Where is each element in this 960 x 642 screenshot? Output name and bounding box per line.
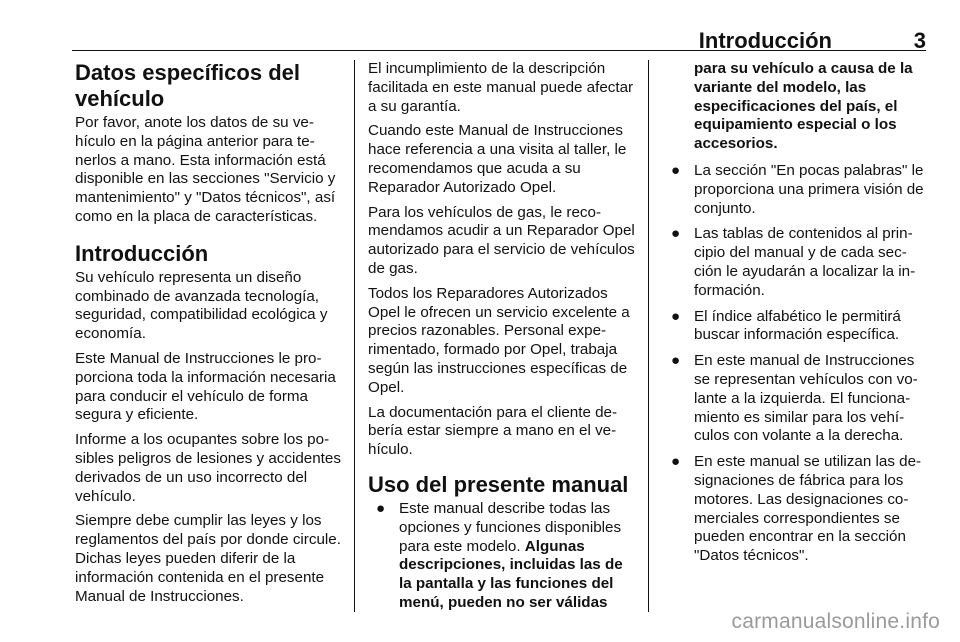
list-item bbox=[663, 225, 929, 300]
list-item bbox=[663, 453, 929, 566]
column-1 bbox=[75, 60, 343, 612]
list-item-text: En este manual de Instrucciones se representan vehículos con volante a la izquierda. El funcionamiento es similar para los vehículos con volante a la derecha. bbox=[694, 352, 918, 445]
bullet-list bbox=[663, 162, 929, 566]
column-2 bbox=[368, 60, 636, 620]
list-item-text: Este manual describe todas las opciones y funciones disponibles para este modelo. bbox=[399, 499, 622, 555]
paragraph: Cuando este Manual de Instrucciones hace referencia a una visita al taller, le recomendamos que acuda a su Reparador Autorizado Opel. bbox=[368, 122, 627, 196]
paragraph: Por favor, anote los datos de su vehículo en la página anterior para tenerlos a mano. Esta información está disponible en las secciones "Servicio y mantenimiento" y "Datos técnicos", así como en la placa de características. bbox=[75, 114, 336, 225]
bullet-icon: ● bbox=[671, 453, 681, 471]
bullet-icon: ● bbox=[671, 161, 681, 179]
paragraph: Este Manual de Instrucciones le proporciona toda la información necesaria para conducir el vehículo de forma segura y eficiente. bbox=[75, 349, 336, 424]
list-item bbox=[663, 162, 929, 218]
bullet-list bbox=[368, 500, 636, 613]
list-item bbox=[663, 308, 929, 346]
column-divider bbox=[354, 60, 355, 612]
column-divider bbox=[648, 60, 649, 612]
page-header bbox=[72, 24, 926, 51]
bullet-icon: ● bbox=[671, 225, 681, 243]
list-item bbox=[663, 352, 929, 446]
chapter-title: Introducción bbox=[698, 28, 832, 53]
paragraph: Su vehículo representa un diseño combinado de avanzada tecnología, seguridad, compatibilidad ecológica y economía. bbox=[75, 268, 328, 343]
list-item-text: Las tablas de contenidos al principio del manual y de cada sección le ayudarán a localizar la información. bbox=[694, 225, 916, 299]
bullet-icon: ● bbox=[376, 499, 386, 517]
list-item-text: En este manual se utilizan las designaciones de fábrica para los motores. Las designaciones comerciales correspondientes se pueden encontrar en la sección "Datos técnicos". bbox=[694, 453, 922, 565]
list-item-bold-text: Algunas descripciones, incluidas las de la pantalla y las funciones del menú, pueden no ser válidas bbox=[399, 537, 623, 611]
column-3 bbox=[663, 60, 929, 573]
section-heading-introduction: Introducción bbox=[75, 240, 209, 266]
list-item-text: La sección "En pocas palabras" le proporciona una primera visión de conjunto. bbox=[694, 161, 924, 217]
list-item bbox=[368, 500, 636, 613]
section-heading-manual-use: Uso del presente manual bbox=[368, 471, 629, 497]
paragraph: Siempre debe cumplir las leyes y los reglamentos del país por donde circule. Dichas leyes pueden diferir de la información contenida en el presente Manual de Instrucciones. bbox=[75, 512, 341, 605]
list-item-continuation: para su vehículo a causa de la variante del modelo, las especificaciones del país, el equipamiento especial o los accesorios. bbox=[694, 60, 913, 153]
bullet-icon: ● bbox=[671, 307, 681, 325]
paragraph: Para los vehículos de gas, le recomendamos acudir a un Reparador Opel autorizado para el servicio de vehículos de gas. bbox=[368, 203, 635, 277]
paragraph: El incumplimiento de la descripción facilitada en este manual puede afectar a su garantía. bbox=[368, 60, 634, 115]
list-item-text: El índice alfabético le permitirá buscar información específica. bbox=[694, 307, 901, 344]
paragraph: Todos los Reparadores Autorizados Opel le ofrecen un servicio excelente a precios razonables. Personal experimentado, formado por Opel, trabaja según las instrucciones específicas de Opel. bbox=[368, 284, 630, 396]
watermark: carmanualsonline.info bbox=[731, 610, 940, 633]
page-number: 3 bbox=[913, 28, 926, 53]
bullet-icon: ● bbox=[671, 352, 681, 370]
section-heading-vehicle-data: Datos específicos del vehículo bbox=[75, 60, 300, 111]
paragraph: La documentación para el cliente debería estar siempre a mano en el vehículo. bbox=[368, 403, 618, 459]
paragraph: Informe a los ocupantes sobre los posibles peligros de lesiones y accidentes derivados de un uso incorrecto del vehículo. bbox=[75, 431, 341, 505]
